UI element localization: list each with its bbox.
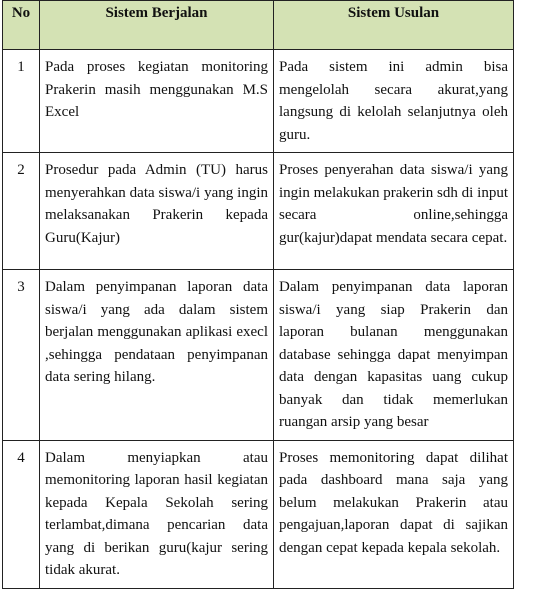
cell-sistem-berjalan: Pada proses kegiatan monitoring Prakerin masih menggunakan M.S Excel [40,50,274,153]
table-row [3,153,514,270]
row-number: 1 [3,50,40,153]
header-no: No [3,1,40,50]
cell-sistem-berjalan: Dalam penyimpanan laporan data siswa/i yang ada dalam sistem berjalan menggunakan aplikasi execl ,sehingga pendataan penyimpanan data sering hilang. [40,270,274,441]
row-number: 3 [3,270,40,441]
cell-sistem-berjalan: Prosedur pada Admin (TU) harus menyerahkan data siswa/i yang ingin melaksanakan Prakerin kepada Guru(Kajur) [40,153,274,270]
comparison-table [2,0,514,589]
cell-sistem-berjalan: Dalam menyiapkan atau memonitoring laporan hasil kegiatan kepada Kepala Sekolah sering terlambat,dimana pencarian data yang di berikan guru(kajur sering tidak akurat. [40,440,274,588]
table-row [3,50,514,153]
header-sistem-berjalan: Sistem Berjalan [40,1,274,50]
cell-sistem-usulan: Proses penyerahan data siswa/i yang ingin melakukan prakerin sdh di input secara online,sehingga gur(kajur)dapat mendata secara cepat. [274,153,514,270]
header-row [3,1,514,50]
cell-sistem-usulan: Pada sistem ini admin bisa mengelolah secara akurat,yang langsung di kelolah selanjutnya oleh guru. [274,50,514,153]
row-number: 2 [3,153,40,270]
header-sistem-usulan: Sistem Usulan [274,1,514,50]
row-number: 4 [3,440,40,588]
table-row [3,270,514,441]
cell-sistem-usulan: Proses memonitoring dapat dilihat pada dashboard mana saja yang belum melakukan Prakerin atau pengajuan,laporan dapat di sajikan dengan cepat kepada kepala sekolah. [274,440,514,588]
cell-sistem-usulan: Dalam penyimpanan data laporan siswa/i yang siap Prakerin dan laporan bulanan menggunakan database sehingga dapat menyimpan data dengan kapasitas uang cukup banyak dan tidak memerlukan ruangan arsip yang besar [274,270,514,441]
table-row [3,440,514,588]
